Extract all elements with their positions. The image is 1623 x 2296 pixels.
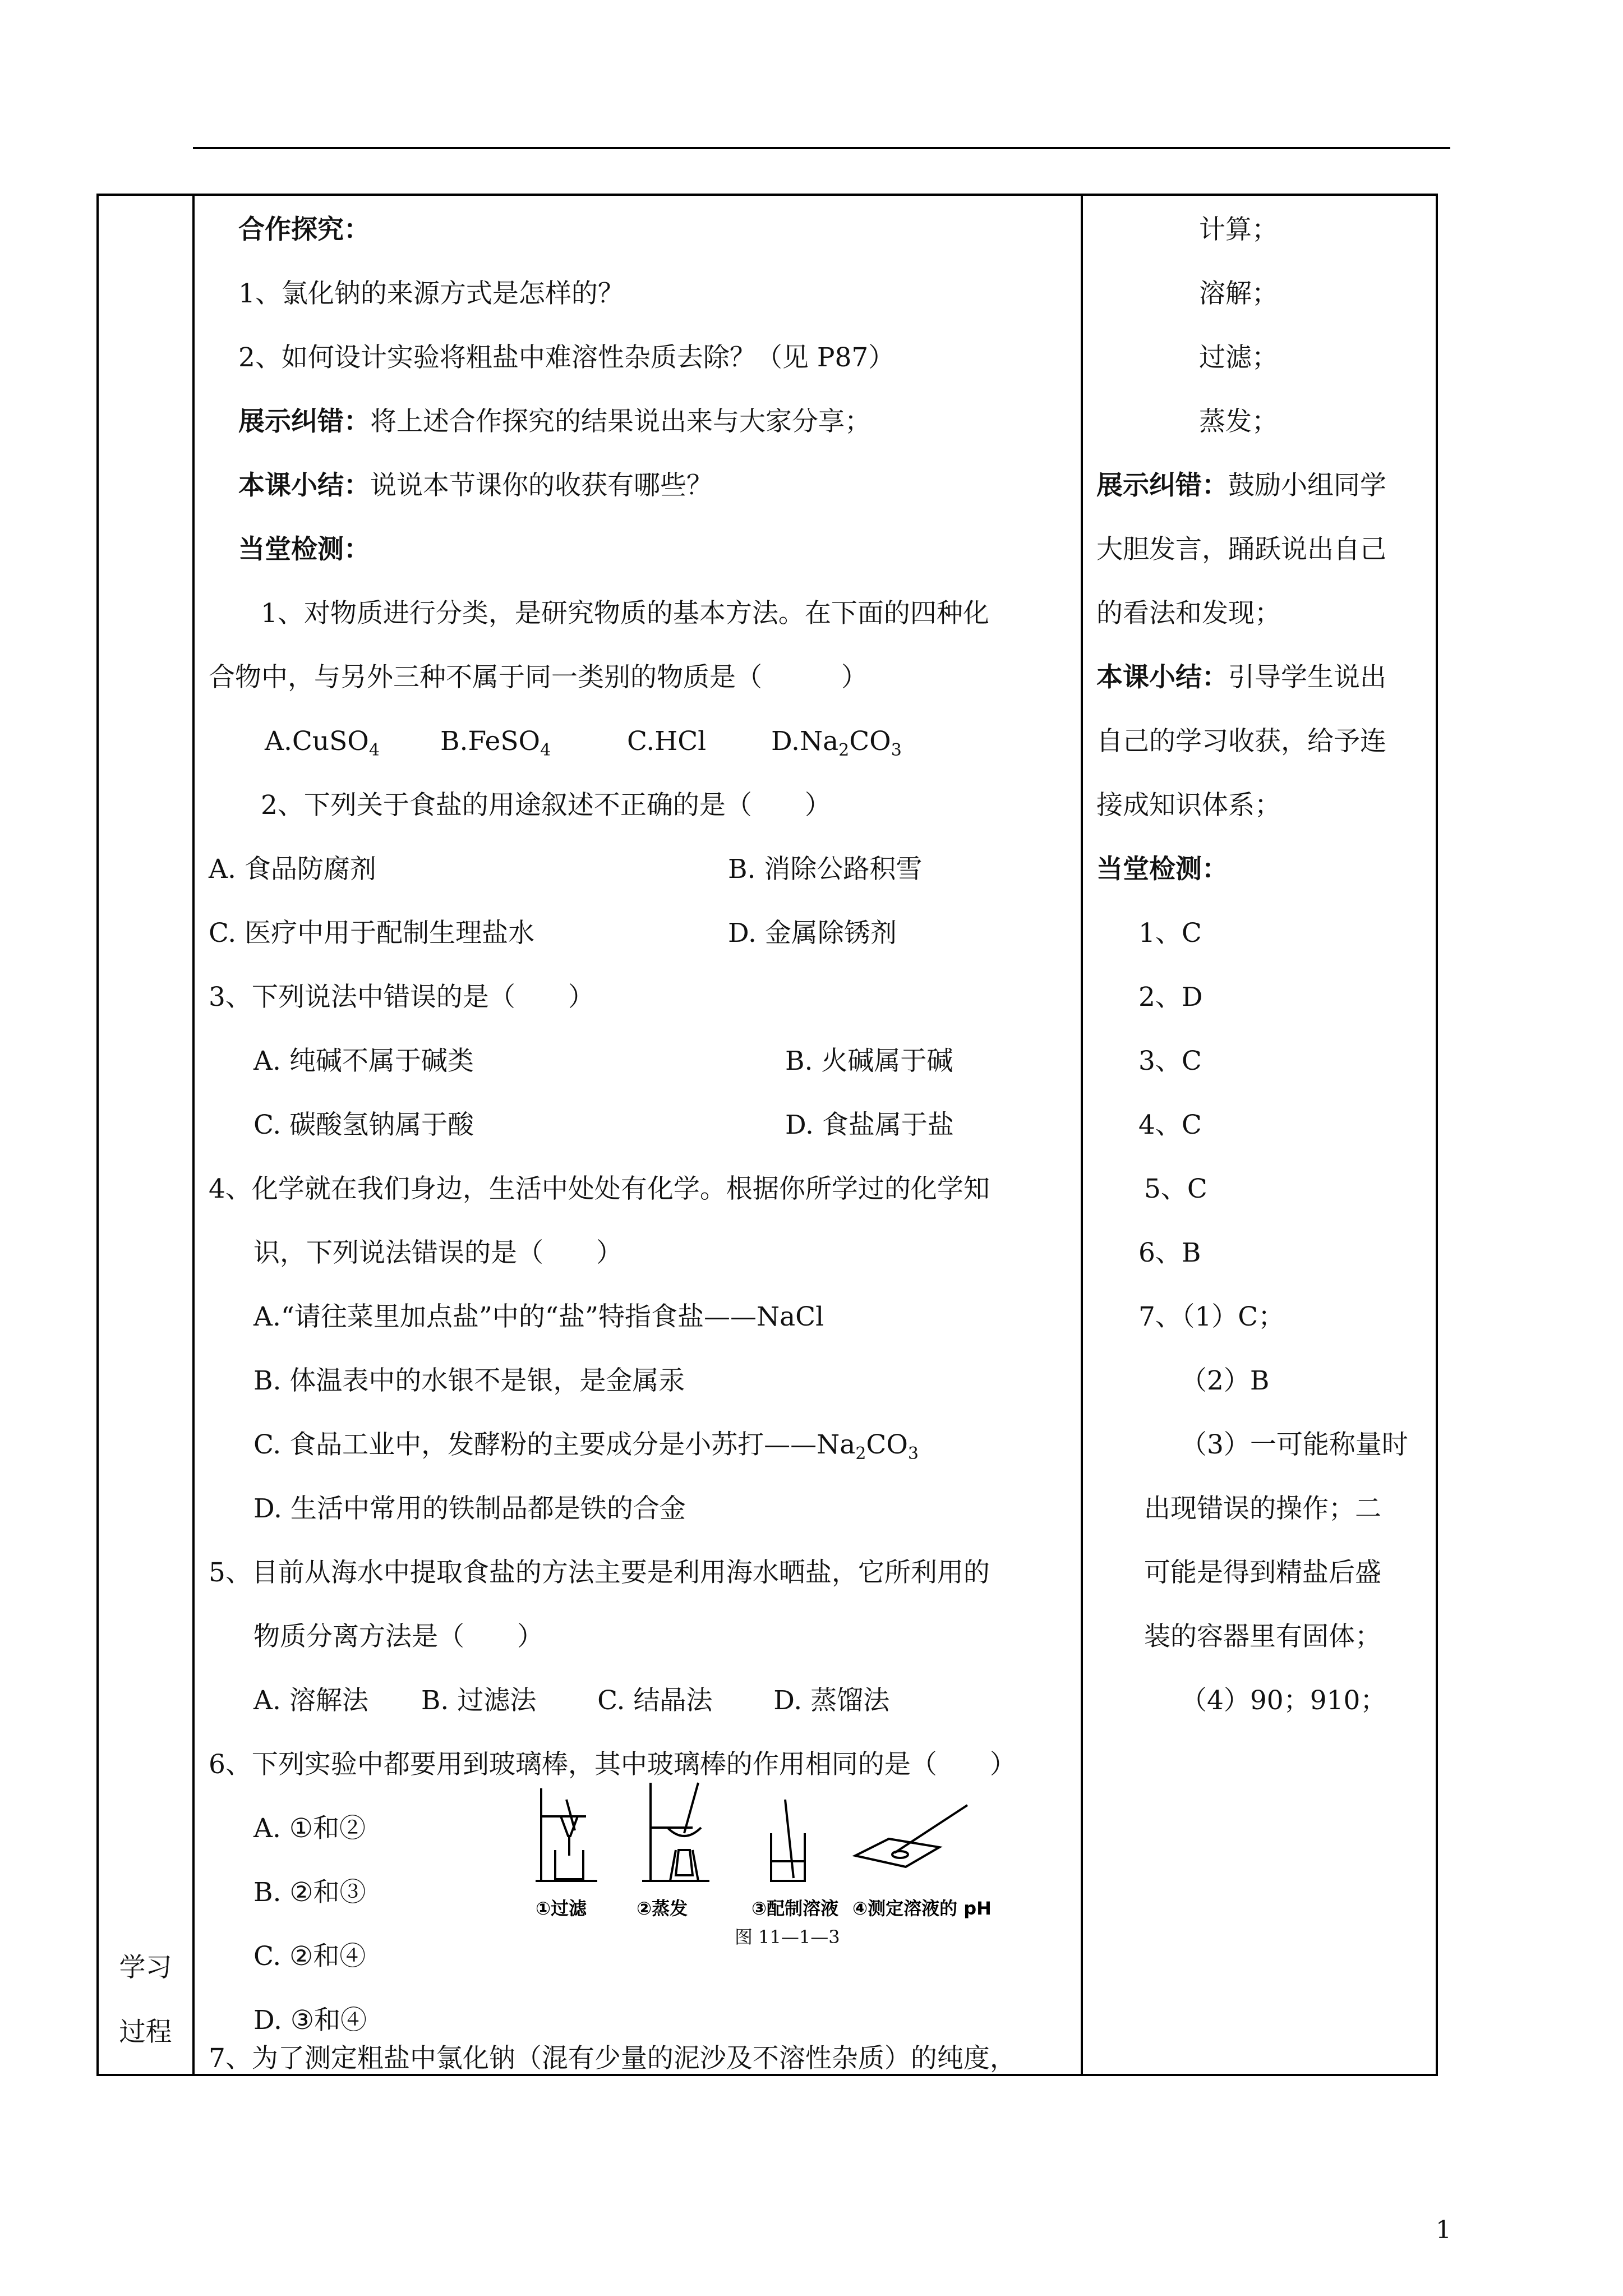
right-line-7: 的看法和发现； xyxy=(1096,598,1281,629)
header-rule xyxy=(193,147,1450,149)
answer-6: 6、B xyxy=(1138,1237,1201,1268)
right-show-correct: 展示纠错：鼓励小组同学 xyxy=(1096,470,1386,501)
answer-7-3-line4: 装的容器里有固体； xyxy=(1144,1621,1381,1652)
solution-prep-apparatus xyxy=(771,1800,805,1881)
figure-label-filtration: ①过滤 xyxy=(536,1898,587,1919)
right-line-10: 接成知识体系； xyxy=(1096,790,1281,821)
figure-label-ph: ④测定溶液的 pH xyxy=(852,1898,992,1919)
step-dissolve: 溶解； xyxy=(1199,278,1278,309)
answer-7-1: 7、（1）C； xyxy=(1138,1301,1285,1332)
answer-3: 3、C xyxy=(1138,1046,1202,1076)
answer-2: 2、D xyxy=(1138,982,1203,1013)
answer-7-3-line1: （3）一可能称量时 xyxy=(1181,1429,1408,1460)
q6-option-c: C. ②和④ xyxy=(253,1941,366,1972)
section-cooperative-inquiry: 合作探究： xyxy=(238,214,370,245)
experiment-figure xyxy=(530,1777,1049,1940)
answer-1: 1、C xyxy=(1138,918,1202,949)
right-lesson-summary: 本课小结：引导学生说出 xyxy=(1096,662,1386,693)
q5-options: A. 溶解法 B. 过滤法 C. 结晶法 D. 蒸馏法 xyxy=(253,1685,890,1716)
q4-stem-line2: 识，下列说法错误的是（ ） xyxy=(253,1237,623,1268)
inquiry-question-1: 1、氯化钠的来源方式是怎样的？ xyxy=(238,278,624,309)
q1-option-c: C.HCl xyxy=(627,726,707,757)
q2-stem: 2、下列关于食盐的用途叙述不正确的是（ ） xyxy=(261,790,831,821)
figure-label-solution: ③配制溶液 xyxy=(751,1898,839,1919)
answer-7-3-line3: 可能是得到精盐后盛 xyxy=(1144,1557,1381,1588)
side-label-line2: 过程 xyxy=(119,2017,172,2047)
figure-caption: 图 11—1—3 xyxy=(735,1926,840,1948)
q2-option-b: B. 消除公路积雪 xyxy=(728,854,923,885)
answer-7-2: （2）B xyxy=(1181,1365,1270,1396)
q2-option-c: C. 医疗中用于配制生理盐水 xyxy=(209,918,535,949)
answer-5: 5、C xyxy=(1144,1174,1207,1204)
q6-option-a: A. ①和② xyxy=(253,1813,366,1844)
q3-option-b: B. 火碱属于碱 xyxy=(785,1046,953,1076)
ph-test-apparatus xyxy=(855,1805,967,1867)
in-class-test-heading: 当堂检测： xyxy=(238,534,370,565)
q6-option-d: D. ③和④ xyxy=(253,2005,367,2036)
right-test-heading: 当堂检测： xyxy=(1096,854,1228,885)
q3-stem: 3、下列说法中错误的是（ ） xyxy=(209,982,594,1013)
q1-stem-line1: 1、对物质进行分类，是研究物质的基本方法。在下面的四种化 xyxy=(261,598,989,629)
q1-option-b: B.FeSO$_4$ xyxy=(440,726,551,760)
q4-option-a: A.“请往菜里加点盐”中的“盐”特指食盐——NaCl xyxy=(253,1301,824,1332)
q4-option-b: B. 体温表中的水银不是银，是金属汞 xyxy=(253,1365,685,1396)
lesson-summary-label: 本课小结： xyxy=(238,470,370,501)
q2-option-a: A. 食品防腐剂 xyxy=(209,854,376,885)
evaporation-apparatus xyxy=(642,1783,709,1881)
step-filter: 过滤； xyxy=(1199,342,1278,373)
show-correct-line xyxy=(238,405,871,439)
show-correct-label: 展示纠错： xyxy=(238,406,370,437)
page-number: 1 xyxy=(1436,2216,1451,2244)
column-divider-right xyxy=(1081,194,1083,2076)
right-line-6: 大胆发言，踊跃说出自己 xyxy=(1096,534,1386,565)
q4-option-d: D. 生活中常用的铁制品都是铁的合金 xyxy=(253,1493,686,1524)
lesson-summary-text: 说说本节课你的收获有哪些？ xyxy=(370,470,713,501)
q6-option-b: B. ②和③ xyxy=(253,1877,366,1908)
show-correct-text: 将上述合作探究的结果说出来与大家分享； xyxy=(370,406,871,437)
right-line-9: 自己的学习收获，给予连 xyxy=(1096,726,1386,757)
q1-stem-line2: 合物中，与另外三种不属于同一类别的物质是（ ） xyxy=(209,662,868,693)
inquiry-question-2: 2、如何设计实验将粗盐中难溶性杂质去除？（见 P87） xyxy=(238,342,895,373)
answer-7-4: （4）90；910； xyxy=(1181,1685,1387,1716)
q5-stem-line1: 5、目前从海水中提取食盐的方法主要是利用海水晒盐，它所利用的 xyxy=(209,1557,990,1588)
q3-option-a: A. 纯碱不属于碱类 xyxy=(253,1046,474,1076)
q3-option-c: C. 碳酸氢钠属于酸 xyxy=(253,1110,474,1140)
side-label-line1: 学习 xyxy=(119,1952,172,1983)
q1-option-a: A.CuSO$_4$ xyxy=(265,726,380,760)
q7-stem: 7、为了测定粗盐中氯化钠（混有少量的泥沙及不溶性杂质）的纯度， xyxy=(209,2043,1016,2074)
q4-stem-line1: 4、化学就在我们身边，生活中处处有化学。根据你所学过的化学知 xyxy=(209,1174,990,1204)
answer-4: 4、C xyxy=(1138,1110,1202,1140)
q2-option-d: D. 金属除锈剂 xyxy=(728,918,897,949)
q5-stem-line2: 物质分离方法是（ ） xyxy=(253,1621,543,1652)
q3-option-d: D. 食盐属于盐 xyxy=(785,1110,954,1140)
step-calculate: 计算； xyxy=(1199,214,1278,245)
lesson-summary-line xyxy=(238,469,713,503)
q4-option-c: C. 食品工业中，发酵粉的主要成分是小苏打$——Na_2CO_3$ xyxy=(253,1429,919,1464)
q6-stem: 6、下列实验中都要用到玻璃棒，其中玻璃棒的作用相同的是（ ） xyxy=(209,1749,1016,1780)
figure-label-evaporation: ②蒸发 xyxy=(637,1898,688,1919)
filtration-apparatus xyxy=(536,1788,597,1881)
column-divider-left xyxy=(192,194,195,2076)
q1-option-d: $D.Na_2CO_3$ xyxy=(771,726,902,760)
step-evaporate: 蒸发； xyxy=(1199,406,1278,437)
answer-7-3-line2: 出现错误的操作；二 xyxy=(1144,1493,1381,1524)
